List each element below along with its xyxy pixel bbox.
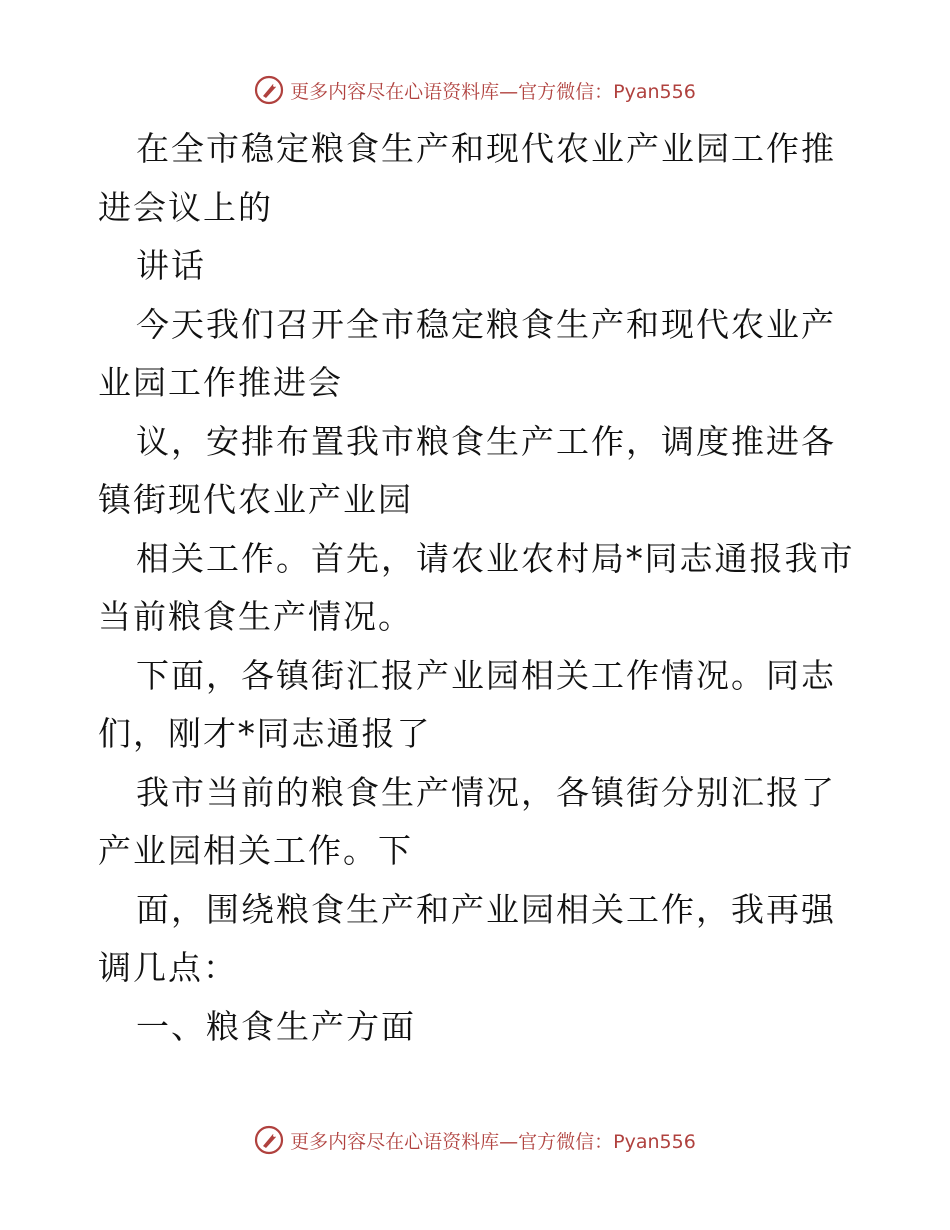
header-banner-text: 更多内容尽在心语资料库—官方微信：Pyan556: [290, 80, 696, 103]
section-heading: 一、粮食生产方面: [136, 1006, 416, 1046]
paragraph: 面，围绕粮食生产和产业园相关工作，我再强调几点：: [98, 889, 836, 987]
document-body: [98, 120, 858, 1056]
paragraph: 讲话: [136, 246, 206, 285]
paragraph: 议，安排布置我市粮食生产工作，调度推进各镇街现代农业产业园: [98, 421, 836, 519]
paragraph: 相关工作。首先，请农业农村局*同志通报我市当前粮食生产情况。: [98, 538, 855, 636]
footer-banner: [0, 1120, 950, 1160]
paragraph: 我市当前的粮食生产情况，各镇街分别汇报了产业园相关工作。下: [98, 772, 836, 870]
footer-banner-text: 更多内容尽在心语资料库—官方微信：Pyan556: [290, 1130, 696, 1153]
paragraph: 下面，各镇街汇报产业园相关工作情况。同志们，刚才*同志通报了: [98, 655, 836, 753]
header-banner: [0, 70, 950, 110]
paragraph: 在全市稳定粮食生产和现代农业产业园工作推进会议上的: [98, 129, 836, 227]
paragraph: 今天我们召开全市稳定粮食生产和现代农业产业园工作推进会: [98, 304, 836, 402]
pen-nib-logo-icon: [254, 75, 284, 105]
pen-nib-logo-icon: [254, 1125, 284, 1155]
